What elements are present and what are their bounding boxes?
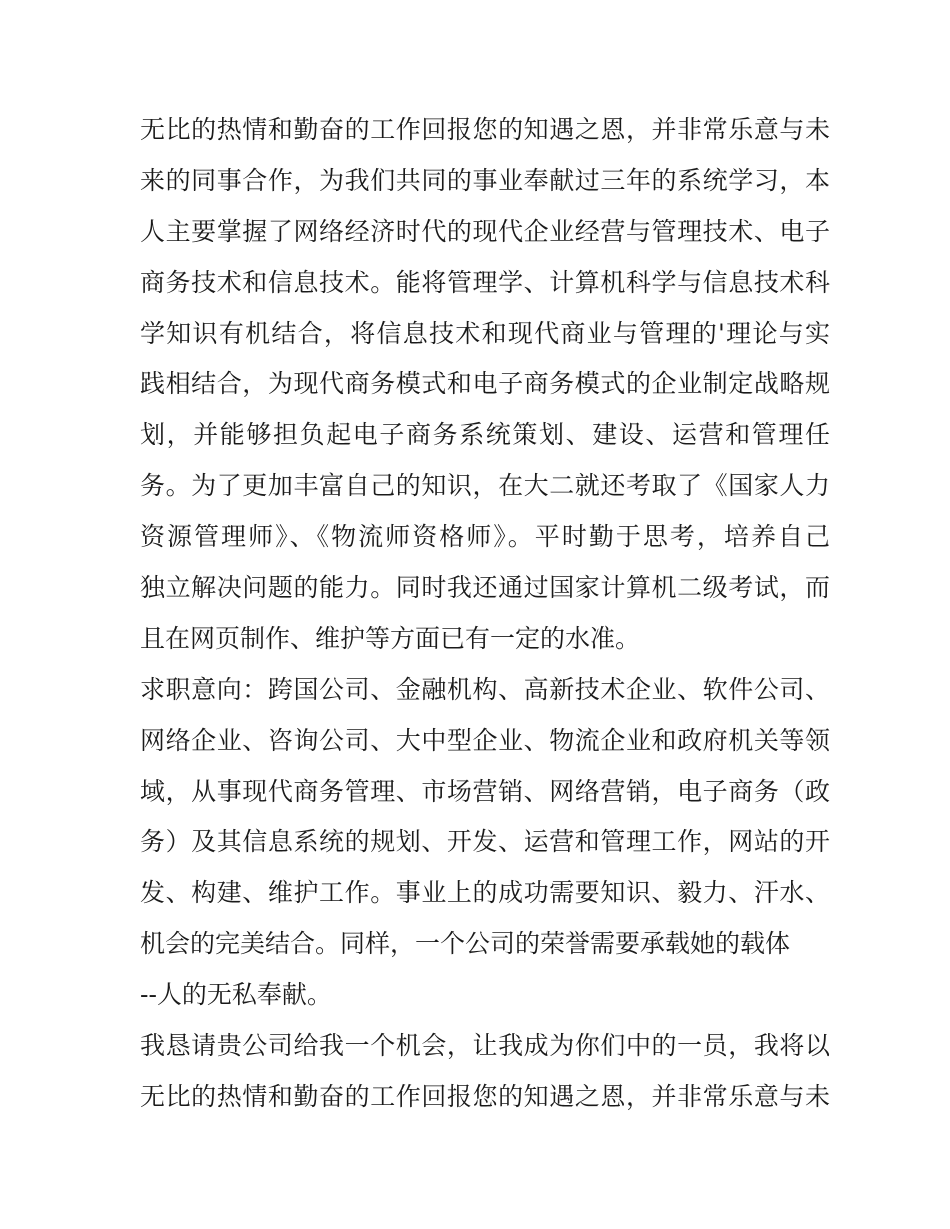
text-line: 划，并能够担负起电子商务系统策划、建设、运营和管理任 (140, 420, 830, 450)
text-line: 来的同事合作，为我们共同的事业奉献过三年的系统学习，本 (140, 165, 830, 195)
text-line: 无比的热情和勤奋的工作回报您的知遇之恩，并非常乐意与未 (140, 115, 830, 144)
text-line: 我恳请贵公司给我一个机会，让我成为你们中的一员，我将以 (140, 1031, 830, 1061)
text-line: 独立解决问题的能力。同时我还通过国家计算机二级考试，而 (140, 573, 830, 603)
text-line: 网络企业、咨询公司、大中型企业、物流企业和政府机关等领 (140, 725, 830, 755)
text-line: 机会的完美结合。同样，一个公司的荣誉需要承载她的载体 (140, 929, 791, 959)
text-line: 无比的热情和勤奋的工作回报您的知遇之恩，并非常乐意与未 (140, 1081, 830, 1111)
text-line: 务。为了更加丰富自己的知识，在大二就还考取了《国家人力 (140, 471, 830, 501)
text-line: --人的无私奉献。 (140, 980, 332, 1010)
text-line: 践相结合，为现代商务模式和电子商务模式的企业制定战略规 (140, 369, 830, 399)
text-line: 求职意向：跨国公司、金融机构、高新技术企业、软件公司、 (140, 674, 830, 704)
text-line: 人主要掌握了网络经济时代的现代企业经营与管理技术、电子 (140, 216, 830, 246)
text-line: 且在网页制作、维护等方面已有一定的水准。 (140, 623, 641, 653)
text-line: 域，从事现代商务管理、市场营销、网络营销，电子商务（政 (140, 776, 830, 806)
body-text (140, 105, 830, 1123)
text-line: 学知识有机结合，将信息技术和现代商业与管理的'理论与实 (140, 318, 830, 348)
text-line: 发、构建、维护工作。事业上的成功需要知识、毅力、汗水、 (140, 878, 830, 908)
text-line: 资源管理师》、《物流师资格师》。平时勤于思考，培养自己 (140, 522, 830, 552)
text-line: 商务技术和信息技术。能将管理学、计算机科学与信息技术科 (140, 267, 830, 297)
text-line: 务）及其信息系统的规划、开发、运营和管理工作，网站的开 (140, 827, 830, 857)
